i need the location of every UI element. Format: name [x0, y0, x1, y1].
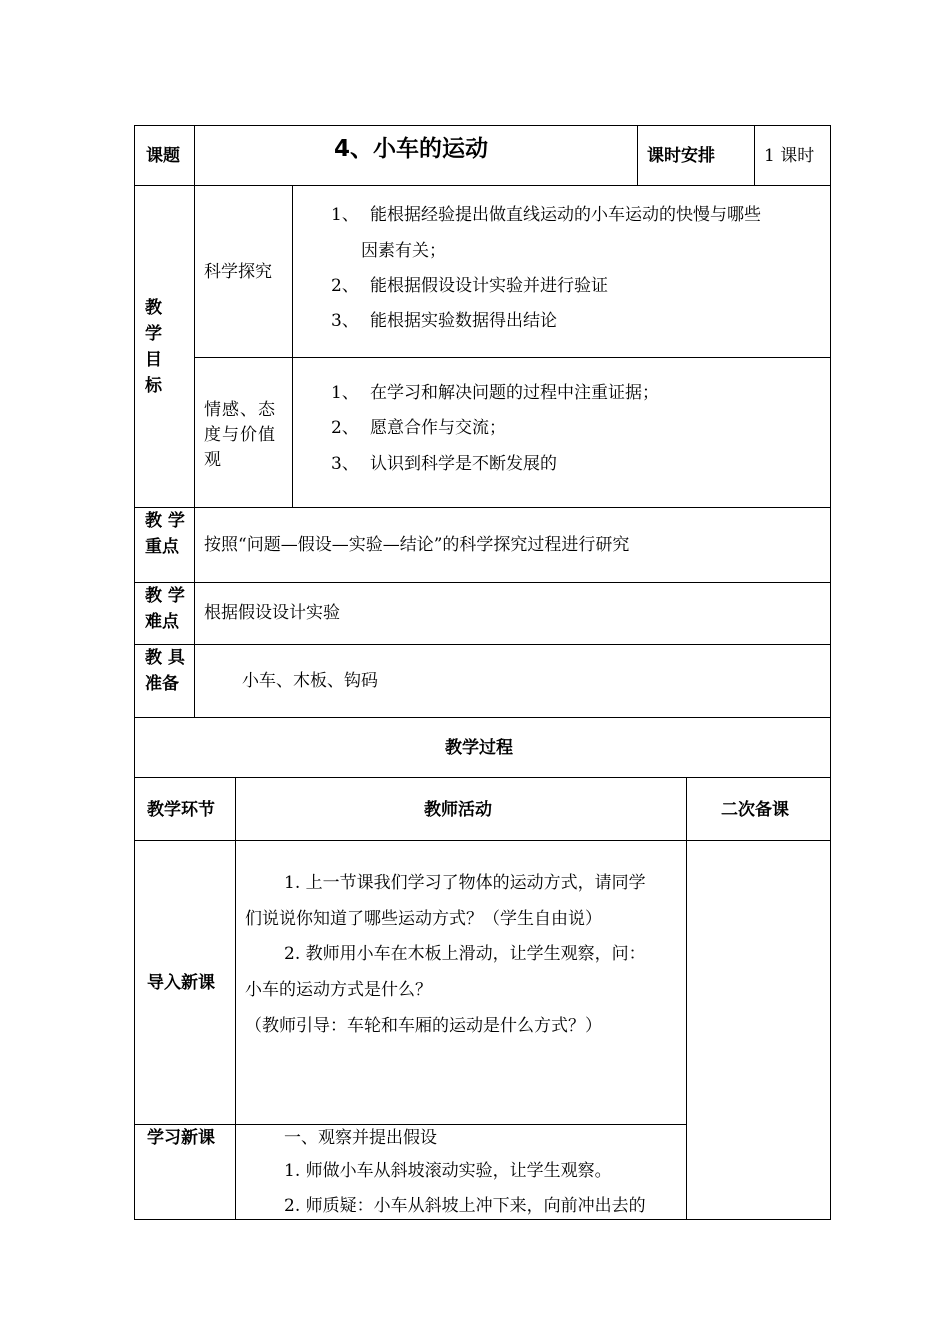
row-divider	[134, 717, 831, 718]
materials-label: 准备	[145, 674, 179, 694]
objective-text: 能根据假设设计实验并进行验证	[370, 276, 608, 296]
activity-line: 小车的运动方式是什么？	[245, 980, 432, 1000]
objective-text: 能根据经验提出做直线运动的小车运动的快慢与哪些	[370, 205, 761, 225]
attitude-label: 度与价值	[204, 425, 276, 445]
objectives-label: 教	[145, 298, 162, 318]
schedule-value: 1 课时	[764, 146, 815, 166]
col-divider	[637, 125, 638, 185]
key-point-label: 教 学	[145, 511, 185, 531]
col-header-stage: 教学环节	[147, 800, 215, 820]
process-title: 教学过程	[445, 738, 513, 758]
row-divider	[134, 582, 831, 583]
objectives-label: 学	[145, 324, 162, 344]
difficulty-label: 教 学	[145, 586, 185, 606]
schedule-label: 课时安排	[647, 146, 715, 166]
activity-line: 一、观察并提出假设	[284, 1128, 437, 1148]
activity-line: 们说说你知道了哪些运动方式？（学生自由说）	[245, 909, 602, 929]
col-header-teacher: 教师活动	[424, 800, 492, 820]
stage-label: 导入新课	[147, 973, 215, 993]
col-divider	[292, 185, 293, 507]
row-divider	[134, 644, 831, 645]
objective-text: 愿意合作与交流；	[370, 418, 506, 438]
row-divider	[134, 840, 831, 841]
objective-number: 2、	[331, 418, 359, 438]
science-inquiry-label: 科学探究	[204, 262, 272, 282]
objectives-label: 标	[145, 376, 162, 396]
activity-line: 1. 师做小车从斜坡滚动实验，让学生观察。	[284, 1161, 612, 1181]
materials-text: 小车、木板、钩码	[242, 671, 378, 691]
objective-number: 2、	[331, 276, 359, 296]
objectives-label: 目	[145, 350, 162, 370]
col-divider	[235, 777, 236, 1220]
topic-label: 课题	[146, 146, 180, 166]
row-divider	[134, 507, 831, 508]
objective-number: 1、	[331, 205, 359, 225]
key-point-text: 按照“问题—假设—实验—结论”的科学探究过程进行研究	[204, 535, 630, 555]
col-divider	[194, 125, 195, 717]
col-header-second: 二次备课	[721, 800, 789, 820]
objective-text: 因素有关；	[361, 241, 446, 261]
objective-text: 能根据实验数据得出结论	[370, 311, 557, 331]
row-divider	[134, 185, 831, 186]
attitude-label: 观	[204, 450, 221, 470]
col-divider	[754, 125, 755, 185]
topic-title: 4、小车的运动	[334, 136, 489, 162]
activity-line: （教师引导：车轮和车厢的运动是什么方式？）	[245, 1016, 602, 1036]
objective-number: 1、	[331, 383, 359, 403]
objective-text: 在学习和解决问题的过程中注重证据；	[370, 383, 659, 403]
row-divider	[194, 357, 831, 358]
materials-label: 教 具	[145, 648, 185, 668]
row-divider	[134, 777, 831, 778]
stage-label: 学习新课	[147, 1128, 215, 1148]
objective-text: 认识到科学是不断发展的	[370, 454, 557, 474]
row-divider	[134, 1124, 686, 1125]
difficulty-label: 难点	[145, 612, 179, 632]
activity-line: 1. 上一节课我们学习了物体的运动方式，请同学	[284, 873, 646, 893]
attitude-label: 情感、态	[204, 400, 276, 420]
activity-line: 2. 师质疑：小车从斜坡上冲下来，向前冲出去的	[284, 1196, 646, 1216]
difficulty-text: 根据假设设计实验	[204, 603, 340, 623]
objective-number: 3、	[331, 454, 359, 474]
col-divider	[686, 777, 687, 1220]
key-point-label: 重点	[145, 537, 179, 557]
objective-number: 3、	[331, 311, 359, 331]
activity-line: 2. 教师用小车在木板上滑动，让学生观察，问：	[284, 944, 646, 964]
